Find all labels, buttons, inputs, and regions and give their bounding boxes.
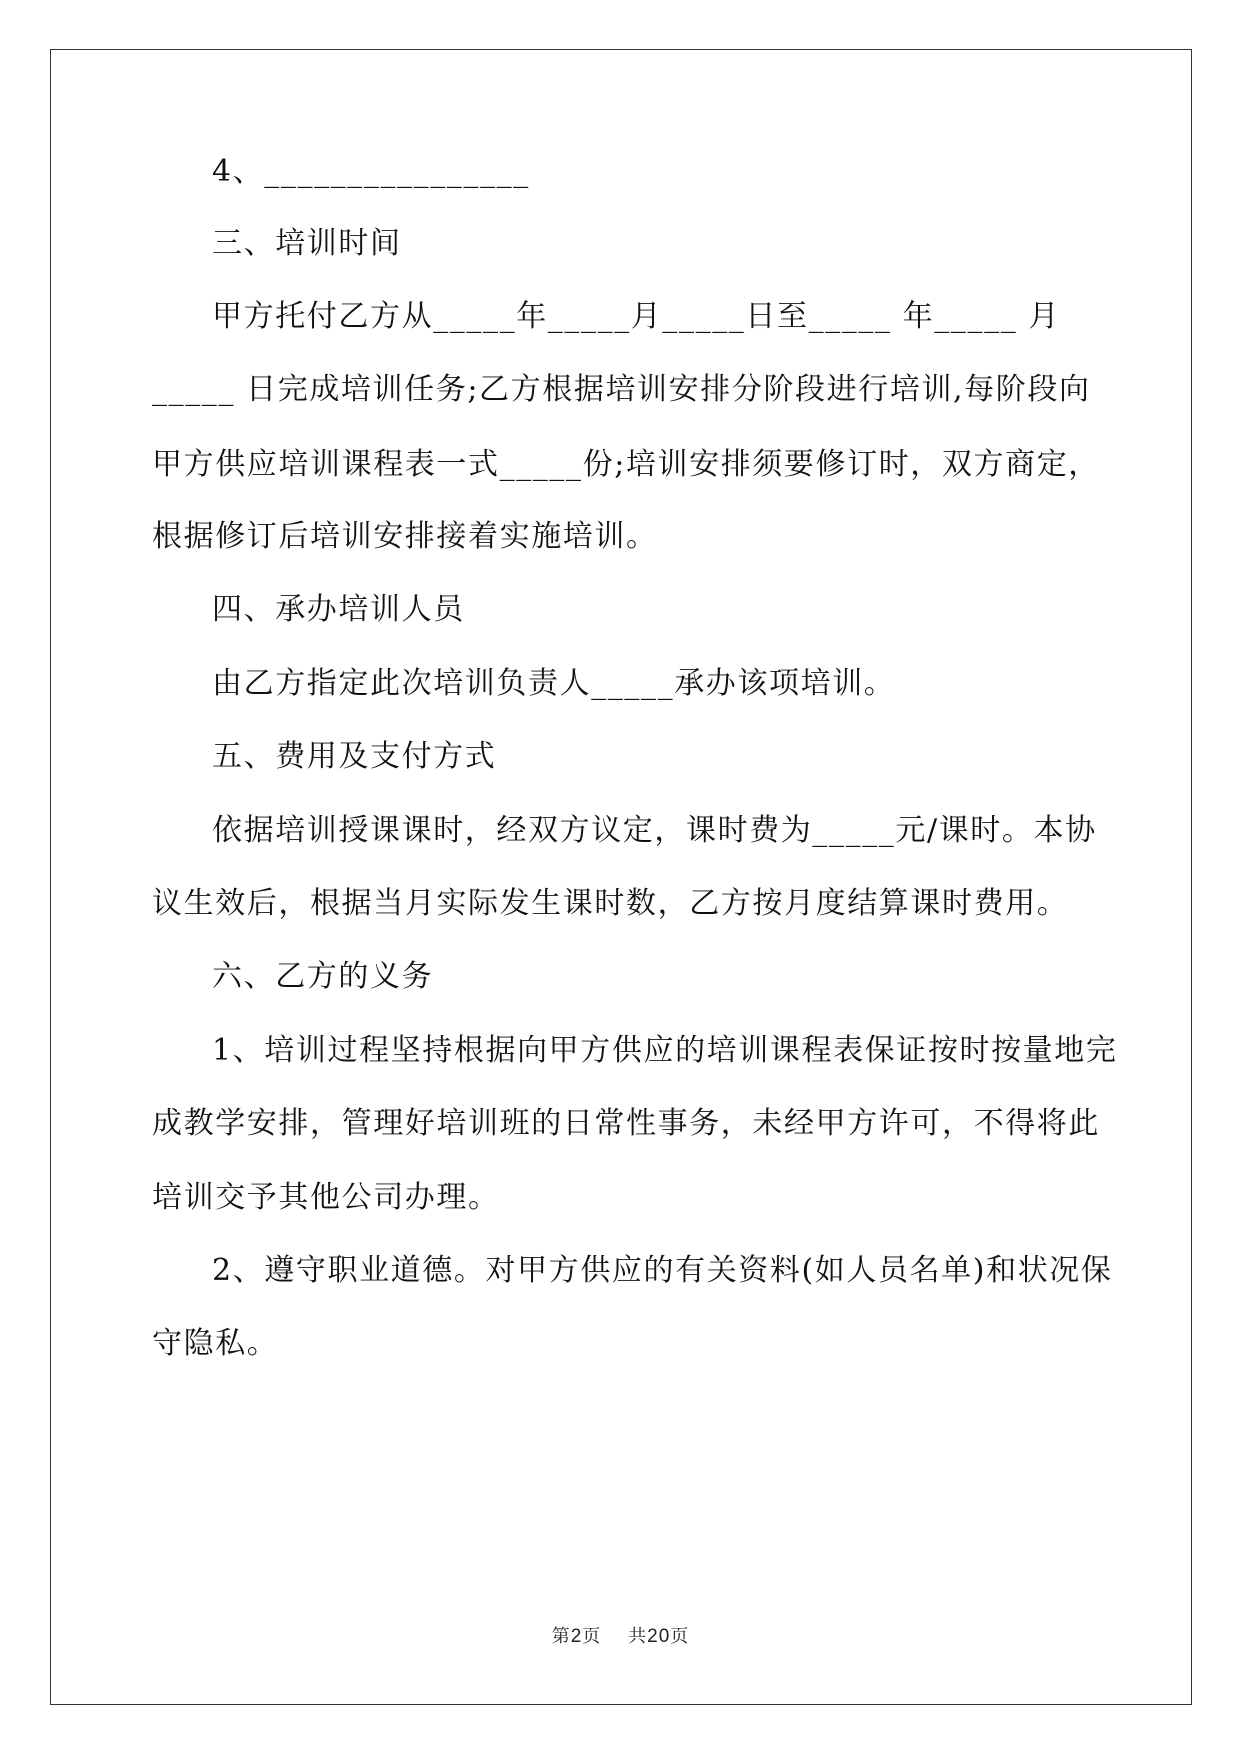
total-pages: 20: [647, 1626, 671, 1647]
paragraph-line: 根据修订后培训安排接着实施培训。: [152, 519, 658, 554]
page-footer: [0, 1622, 1241, 1648]
paragraph-line: 守隐私。: [152, 1326, 279, 1361]
footer-total-prefix: 共: [628, 1626, 648, 1647]
paragraph-line: 1、培训过程坚持根据向甲方供应的培训课程表保证按时按量地完: [212, 1033, 1118, 1068]
section-heading-personnel: 四、承办培训人员: [212, 592, 465, 627]
section-heading-fees: 五、费用及支付方式: [212, 739, 497, 774]
paragraph-line: _____ 日完成培训任务;乙方根据培训安排分阶段进行培训,每阶段向: [152, 372, 1091, 407]
paragraph-line: 甲方供应培训课程表一式_____份;培训安排须要修订时，双方商定，: [152, 447, 1100, 482]
section-heading-training-time: 三、培训时间: [212, 226, 402, 261]
page-number: 2: [570, 1626, 583, 1647]
paragraph-line: 依据培训授课课时，经双方议定，课时费为_____元/课时。本协: [212, 813, 1097, 848]
paragraph-line: 培训交予其他公司办理。: [152, 1180, 500, 1215]
footer-total-unit: 页: [670, 1626, 690, 1647]
paragraph-line: 2、遵守职业道德。对甲方供应的有关资料(如人员名单)和状况保: [212, 1253, 1113, 1288]
section-heading-obligations: 六、乙方的义务: [212, 959, 434, 994]
blank-item-4: 4、________________: [212, 154, 530, 189]
paragraph-line: 由乙方指定此次培训负责人_____承办该项培训。: [212, 666, 896, 701]
paragraph-line: 议生效后，根据当月实际发生课时数，乙方按月度结算课时费用。: [152, 886, 1069, 921]
paragraph-line: 成教学安排，管理好培训班的日常性事务，未经甲方许可，不得将此: [152, 1106, 1100, 1141]
paragraph-line: 甲方托付乙方从_____年_____月_____日至_____ 年_____ 月: [212, 299, 1061, 334]
footer-page-unit: 页: [582, 1626, 602, 1647]
footer-prefix: 第: [551, 1626, 571, 1647]
